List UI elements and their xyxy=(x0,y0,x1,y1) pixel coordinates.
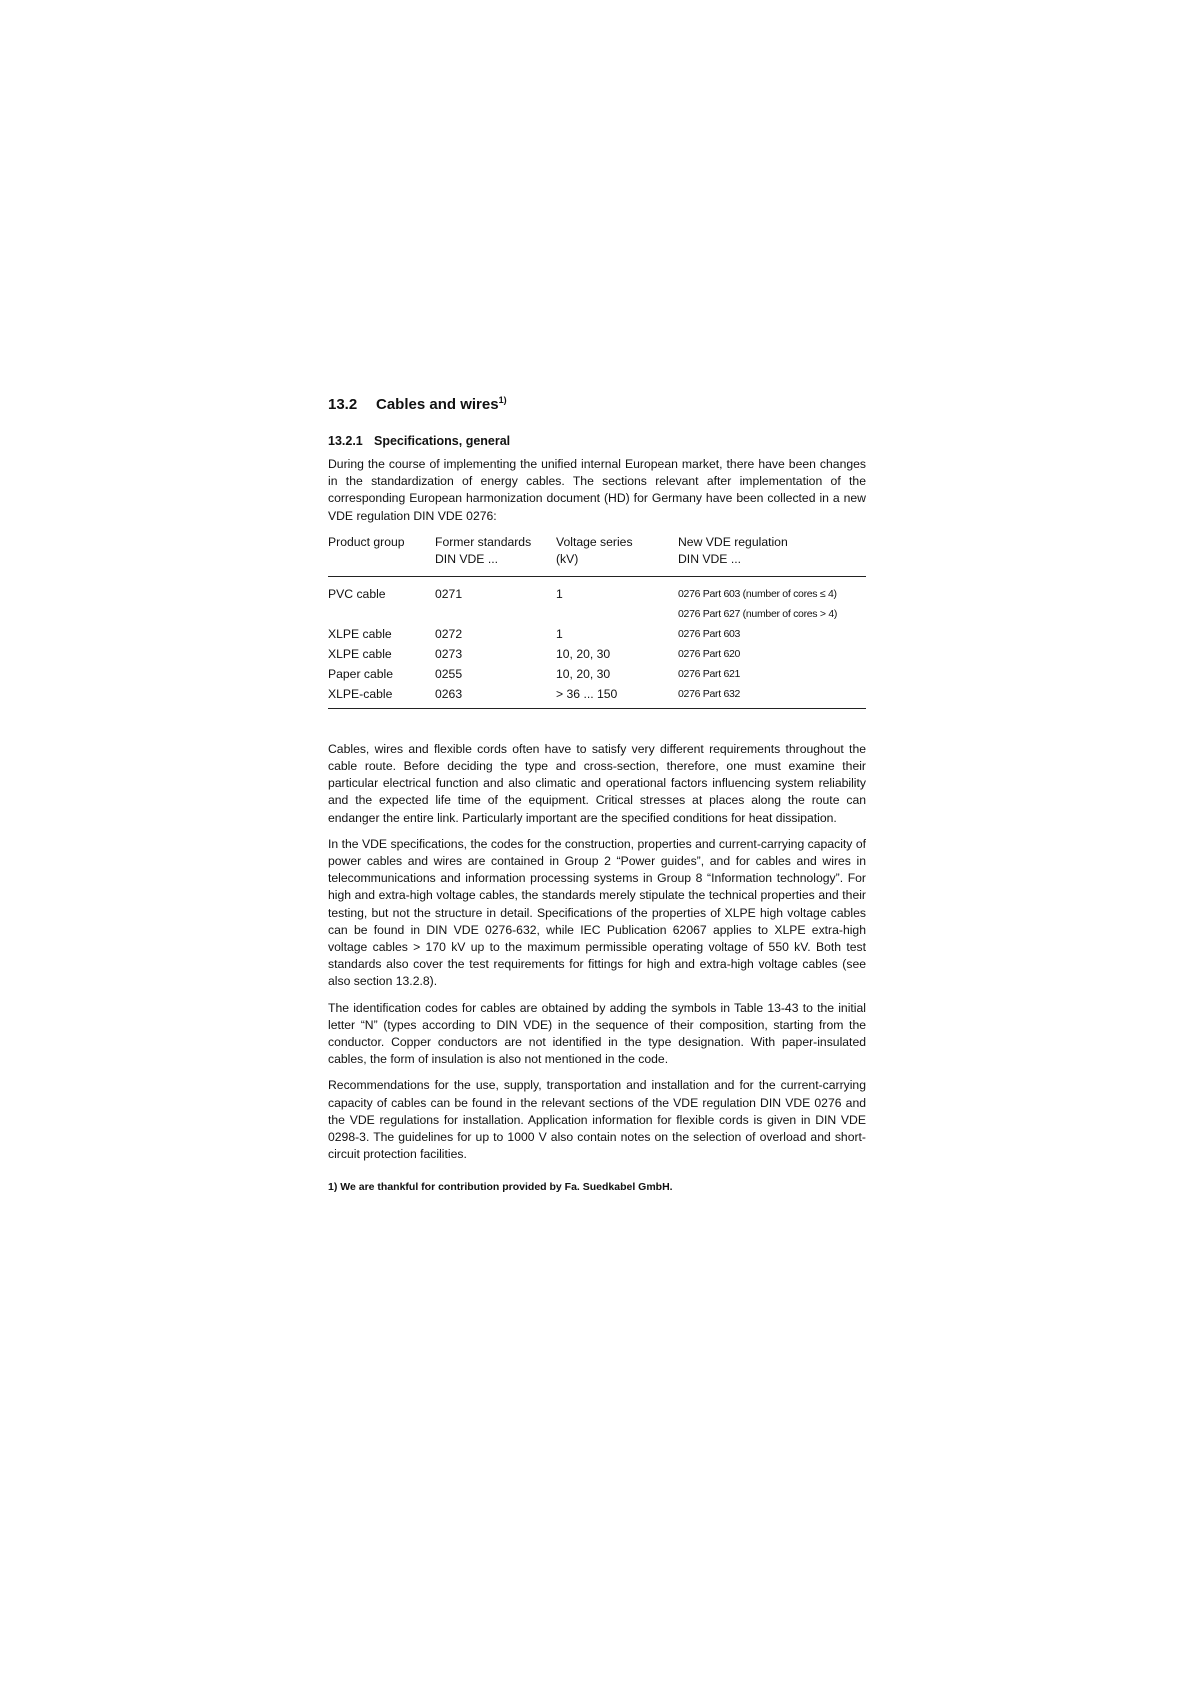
header-product-group: Product group xyxy=(328,534,435,577)
paragraph-recommendations: Recommendations for the use, supply, transportation and installation and for the current-carrying capacity of cables can be found in the relevant sections of the VDE regulation DIN VDE 0276 and the VDE regulations for installation. Application information for flexible cords is given in DIN VDE 0298-3. The guidelines for up to 1000 V also contain notes on the selection of overload and short-circuit protection facilities. xyxy=(328,1078,866,1162)
cell-new: 0276 Part 603 (number of cores ≤ 4) xyxy=(678,587,837,600)
subsection-number: 13.2.1 xyxy=(328,434,363,448)
table-row xyxy=(328,604,866,624)
cell-new: 0276 Part 621 xyxy=(678,667,741,680)
cell-voltage xyxy=(556,604,678,624)
cell-former: 0263 xyxy=(435,684,556,709)
subsection-title: Specifications, general xyxy=(374,434,511,448)
cell-voltage: 10, 20, 30 xyxy=(556,646,611,661)
cell-voltage: 1 xyxy=(556,626,563,641)
cell-former: 0271 xyxy=(435,586,463,601)
footnote: 1) We are thankful for contribution provided by Fa. Suedkabel GmbH. xyxy=(328,1181,673,1194)
body-text xyxy=(328,741,866,1164)
section-number: 13.2 xyxy=(328,396,358,413)
paragraph-vde-specifications: In the VDE specifications, the codes for the construction, properties and current-carrying capacity of power cables and wires are contained in Group 2 “Power guides”, and for cables and wires in telecommunications and information processing systems in Group 8 “Information technology”. For high and extra-high voltage cables, the standards merely stipulate the technical properties and their testing, but not the structure in detail. Specifications of the properties of XLPE high voltage cables can be found in DIN VDE 0276-632, while IEC Publication 62067 applies to XLPE extra-high voltage cables > 170 kV up to the maximum permissible operating voltage of 550 kV. Both test standards also cover the test requirements for fittings for high and extra-high voltage cables (see also section 13.2.8). xyxy=(328,836,866,989)
cell-voltage: 10, 20, 30 xyxy=(556,666,611,681)
header-new-regulation: New VDE regulation DIN VDE ... xyxy=(678,534,866,577)
standards-table xyxy=(328,534,866,709)
cell-new: 0276 Part 627 (number of cores > 4) xyxy=(678,607,838,620)
paragraph-requirements: Cables, wires and flexible cords often have to satisfy very different requirements throughout the cable route. Before deciding the type and cross-section, therefore, one must examine their particular electrical function and also climatic and operational factors influencing system reliability and the expected life time of the equipment. Critical stresses at places along the route can endanger the entire link. Particularly important are the specified conditions for heat dissipation. xyxy=(328,741,866,825)
header-voltage-series: Voltage series (kV) xyxy=(556,534,678,577)
footnote-marker: 1) xyxy=(498,395,507,405)
cell-former: 0255 xyxy=(435,666,463,681)
cell-voltage: > 36 ... 150 xyxy=(556,684,678,709)
cell-product: PVC cable xyxy=(328,586,386,601)
cell-product: XLPE cable xyxy=(328,646,392,661)
cell-new: 0276 Part 603 xyxy=(678,627,741,640)
table-row xyxy=(328,624,866,644)
table-row xyxy=(328,664,866,684)
paragraph-identification-codes: The identification codes for cables are obtained by adding the symbols in Table 13-43 to the initial letter “N” (types according to DIN VDE) in the sequence of their composition, starting from the conductor. Copper conductors are not identified in the type designation. With paper-insulated cables, the form of insulation is also not mentioned in the code. xyxy=(328,1000,866,1067)
cell-product: XLPE cable xyxy=(328,626,392,641)
cell-former: 0273 xyxy=(435,646,463,661)
section-heading xyxy=(328,396,866,414)
table-row xyxy=(328,644,866,664)
table-row xyxy=(328,684,866,709)
section-title: Cables and wires xyxy=(376,396,499,413)
cell-product: Paper cable xyxy=(328,666,394,681)
subsection-heading xyxy=(328,433,866,449)
cell-product xyxy=(328,604,435,624)
cell-product: XLPE-cable xyxy=(328,684,435,709)
header-former-standards: Former standards DIN VDE ... xyxy=(435,534,556,577)
cell-former: 0272 xyxy=(435,626,463,641)
cell-new: 0276 Part 632 xyxy=(678,684,866,709)
cell-voltage: 1 xyxy=(556,586,563,601)
table-header-row xyxy=(328,534,866,577)
document-page xyxy=(328,396,866,1193)
intro-paragraph: During the course of implementing the unified internal European market, there have been changes in the standardization of energy cables. The sections relevant after implementation of the corresponding European harmonization document (HD) for Germany have been collected in a new VDE regulation DIN VDE 0276: xyxy=(328,457,866,523)
cell-former xyxy=(435,604,556,624)
table-row xyxy=(328,576,866,604)
cell-new: 0276 Part 620 xyxy=(678,647,741,660)
